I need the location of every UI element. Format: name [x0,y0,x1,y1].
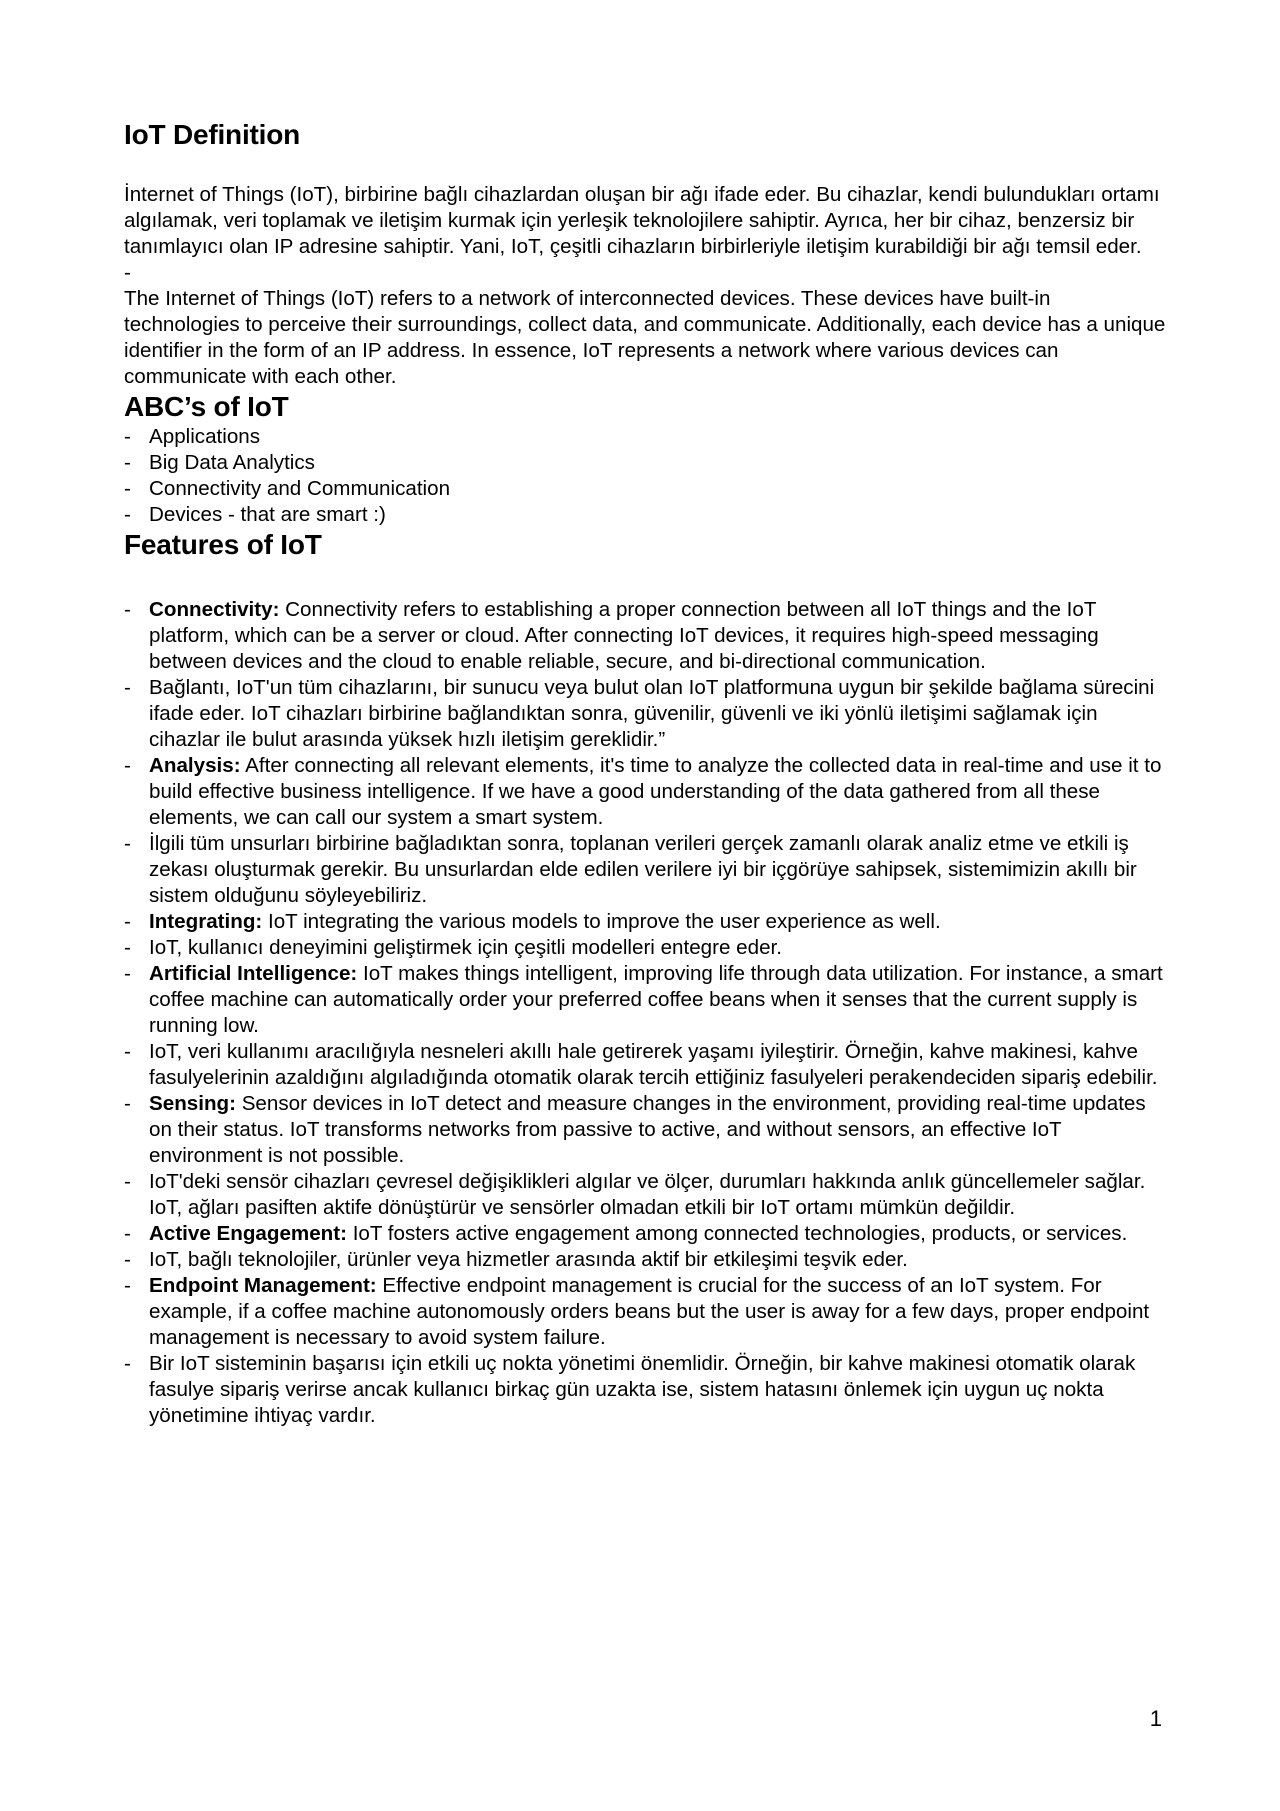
feature-text: Connectivity refers to establishing a proper connection between all IoT things and the IoT platform, which can be a server or cloud. After connecting IoT devices, it requires high-speed messaging between devices and the cloud to enable reliable, secure, and bi-directional communication. [149,598,1099,673]
feature-item [124,1169,1169,1221]
feature-term: Connectivity: [149,598,280,621]
abc-list-item: - Applications [124,424,1169,450]
feature-text: IoT, bağlı teknolojiler, ürünler veya hizmetler arasında aktif bir etkileşimi teşvik eder. [149,1248,908,1271]
features-heading: Features of IoT [124,529,322,560]
feature-term: Sensing: [149,1092,236,1115]
document-page [124,118,1169,1429]
feature-text: IoT'deki sensör cihazları çevresel değişiklikleri algılar ve ölçer, durumları hakkında anlık güncellemeler sağlar. IoT, ağları pasiften aktife dönüştürür ve sensörler olmadan etkili bir IoT ortamı mümkün değildir. [149,1170,1146,1219]
feature-item [124,935,1169,961]
feature-item [124,1221,1169,1247]
feature-item [124,1351,1169,1429]
feature-term: Endpoint Management: [149,1274,377,1297]
feature-text: IoT, kullanıcı deneyimini geliştirmek için çeşitli modelleri entegre eder. [149,936,782,959]
abc-heading: ABC’s of IoT [124,391,289,422]
feature-item [124,1039,1169,1091]
definition-english-paragraph: The Internet of Things (IoT) refers to a network of interconnected devices. These devices have built-in technologies to perceive their surroundings, collect data, and communicate. Additionally, each device has a unique identifier in the form of an IP address. In essence, IoT represents a network where various devices can communicate with each other. [124,287,1166,388]
feature-text: IoT, veri kullanımı aracılığıyla nesneleri akıllı hale getirerek yaşamı iyileştirir. Örneğin, kahve makinesi, kahve fasulyelerinin azaldığını algıladığında otomatik olarak tercih ettiğiniz fasulyeleri perakendeciden sipariş edebilir. [149,1040,1158,1089]
abc-list-item: - Connectivity and Communication [124,476,1169,502]
feature-item [124,1273,1169,1351]
abc-list-item: - Devices - that are smart :) [124,502,1169,528]
page-number: 1 [1149,1706,1162,1731]
definition-heading: IoT Definition [124,119,301,150]
feature-text: After connecting all relevant elements, it's time to analyze the collected data in real-time and use it to build effective business intelligence. If we have a good understanding of the data gathered from all these elements, we can call our system a smart system. [149,754,1162,829]
feature-text: Effective endpoint management is crucial for the success of an IoT system. For example, if a coffee machine autonomously orders beans but the user is away for a few days, proper endpoint management is necessary to avoid system failure. [149,1274,1150,1349]
feature-item [124,675,1169,753]
feature-text: IoT integrating the various models to improve the user experience as well. [262,910,941,933]
feature-term: Artificial Intelligence: [149,962,358,985]
feature-text: IoT makes things intelligent, improving life through data utilization. For instance, a smart coffee machine can automatically order your preferred coffee beans when it senses that the current supply is running low. [149,962,1163,1037]
definition-separator: - [124,261,131,284]
features-list [124,597,1169,1429]
feature-text: İlgili tüm unsurları birbirine bağladıktan sonra, toplanan verileri gerçek zamanlı olarak analiz etme ve etkili iş zekası oluşturmak gerekir. Bu unsurlardan elde edilen verilere iyi bir içgörüye sahipsek, sistemimizin akıllı bir sistem olduğunu söyleyebiliriz. [149,832,1137,907]
feature-item [124,1247,1169,1273]
feature-item [124,909,1169,935]
feature-item [124,1091,1169,1169]
feature-item [124,597,1169,675]
feature-term: Analysis: [149,754,241,777]
feature-term: Active Engagement: [149,1222,347,1245]
definition-turkish-paragraph: İnternet of Things (IoT), birbirine bağlı cihazlardan oluşan bir ağı ifade eder. Bu cihazlar, kendi bulundukları ortamı algılamak, veri toplamak ve iletişim kurmak için yerleşik teknolojilere sahiptir. Ayrıca, her bir cihaz, benzersiz bir tanımlayıcı olan IP adresine sahiptir. Yani, IoT, çeşitli cihazların birbirleriyle iletişim kurabildiği bir ağı temsil eder. [124,183,1160,258]
feature-item [124,753,1169,831]
abc-list-item: - Big Data Analytics [124,450,1169,476]
feature-text: Sensor devices in IoT detect and measure changes in the environment, providing real-time updates on their status. IoT transforms networks from passive to active, and without sensors, an effective IoT environment is not possible. [149,1092,1146,1167]
feature-text: Bağlantı, IoT'un tüm cihazlarını, bir sunucu veya bulut olan IoT platformuna uygun bir şekilde bağlama sürecini ifade eder. IoT cihazları birbirine bağlandıktan sonra, güvenilir, güvenli ve iki yönlü iletişimi sağlamak için cihazlar ile bulut arasında yüksek hızlı iletişim gereklidir.” [149,676,1155,751]
abc-list [124,424,1169,528]
feature-text: Bir IoT sisteminin başarısı için etkili uç nokta yönetimi önemlidir. Örneğin, bir kahve makinesi otomatik olarak fasulye sipariş verirse ancak kullanıcı birkaç gün uzakta ise, sistem hatasını önlemek için uygun uç nokta yönetimine ihtiyaç vardır. [149,1352,1136,1427]
feature-item [124,831,1169,909]
feature-text: IoT fosters active engagement among connected technologies, products, or services. [346,1222,1128,1245]
feature-term: Integrating: [149,910,263,933]
feature-item [124,961,1169,1039]
